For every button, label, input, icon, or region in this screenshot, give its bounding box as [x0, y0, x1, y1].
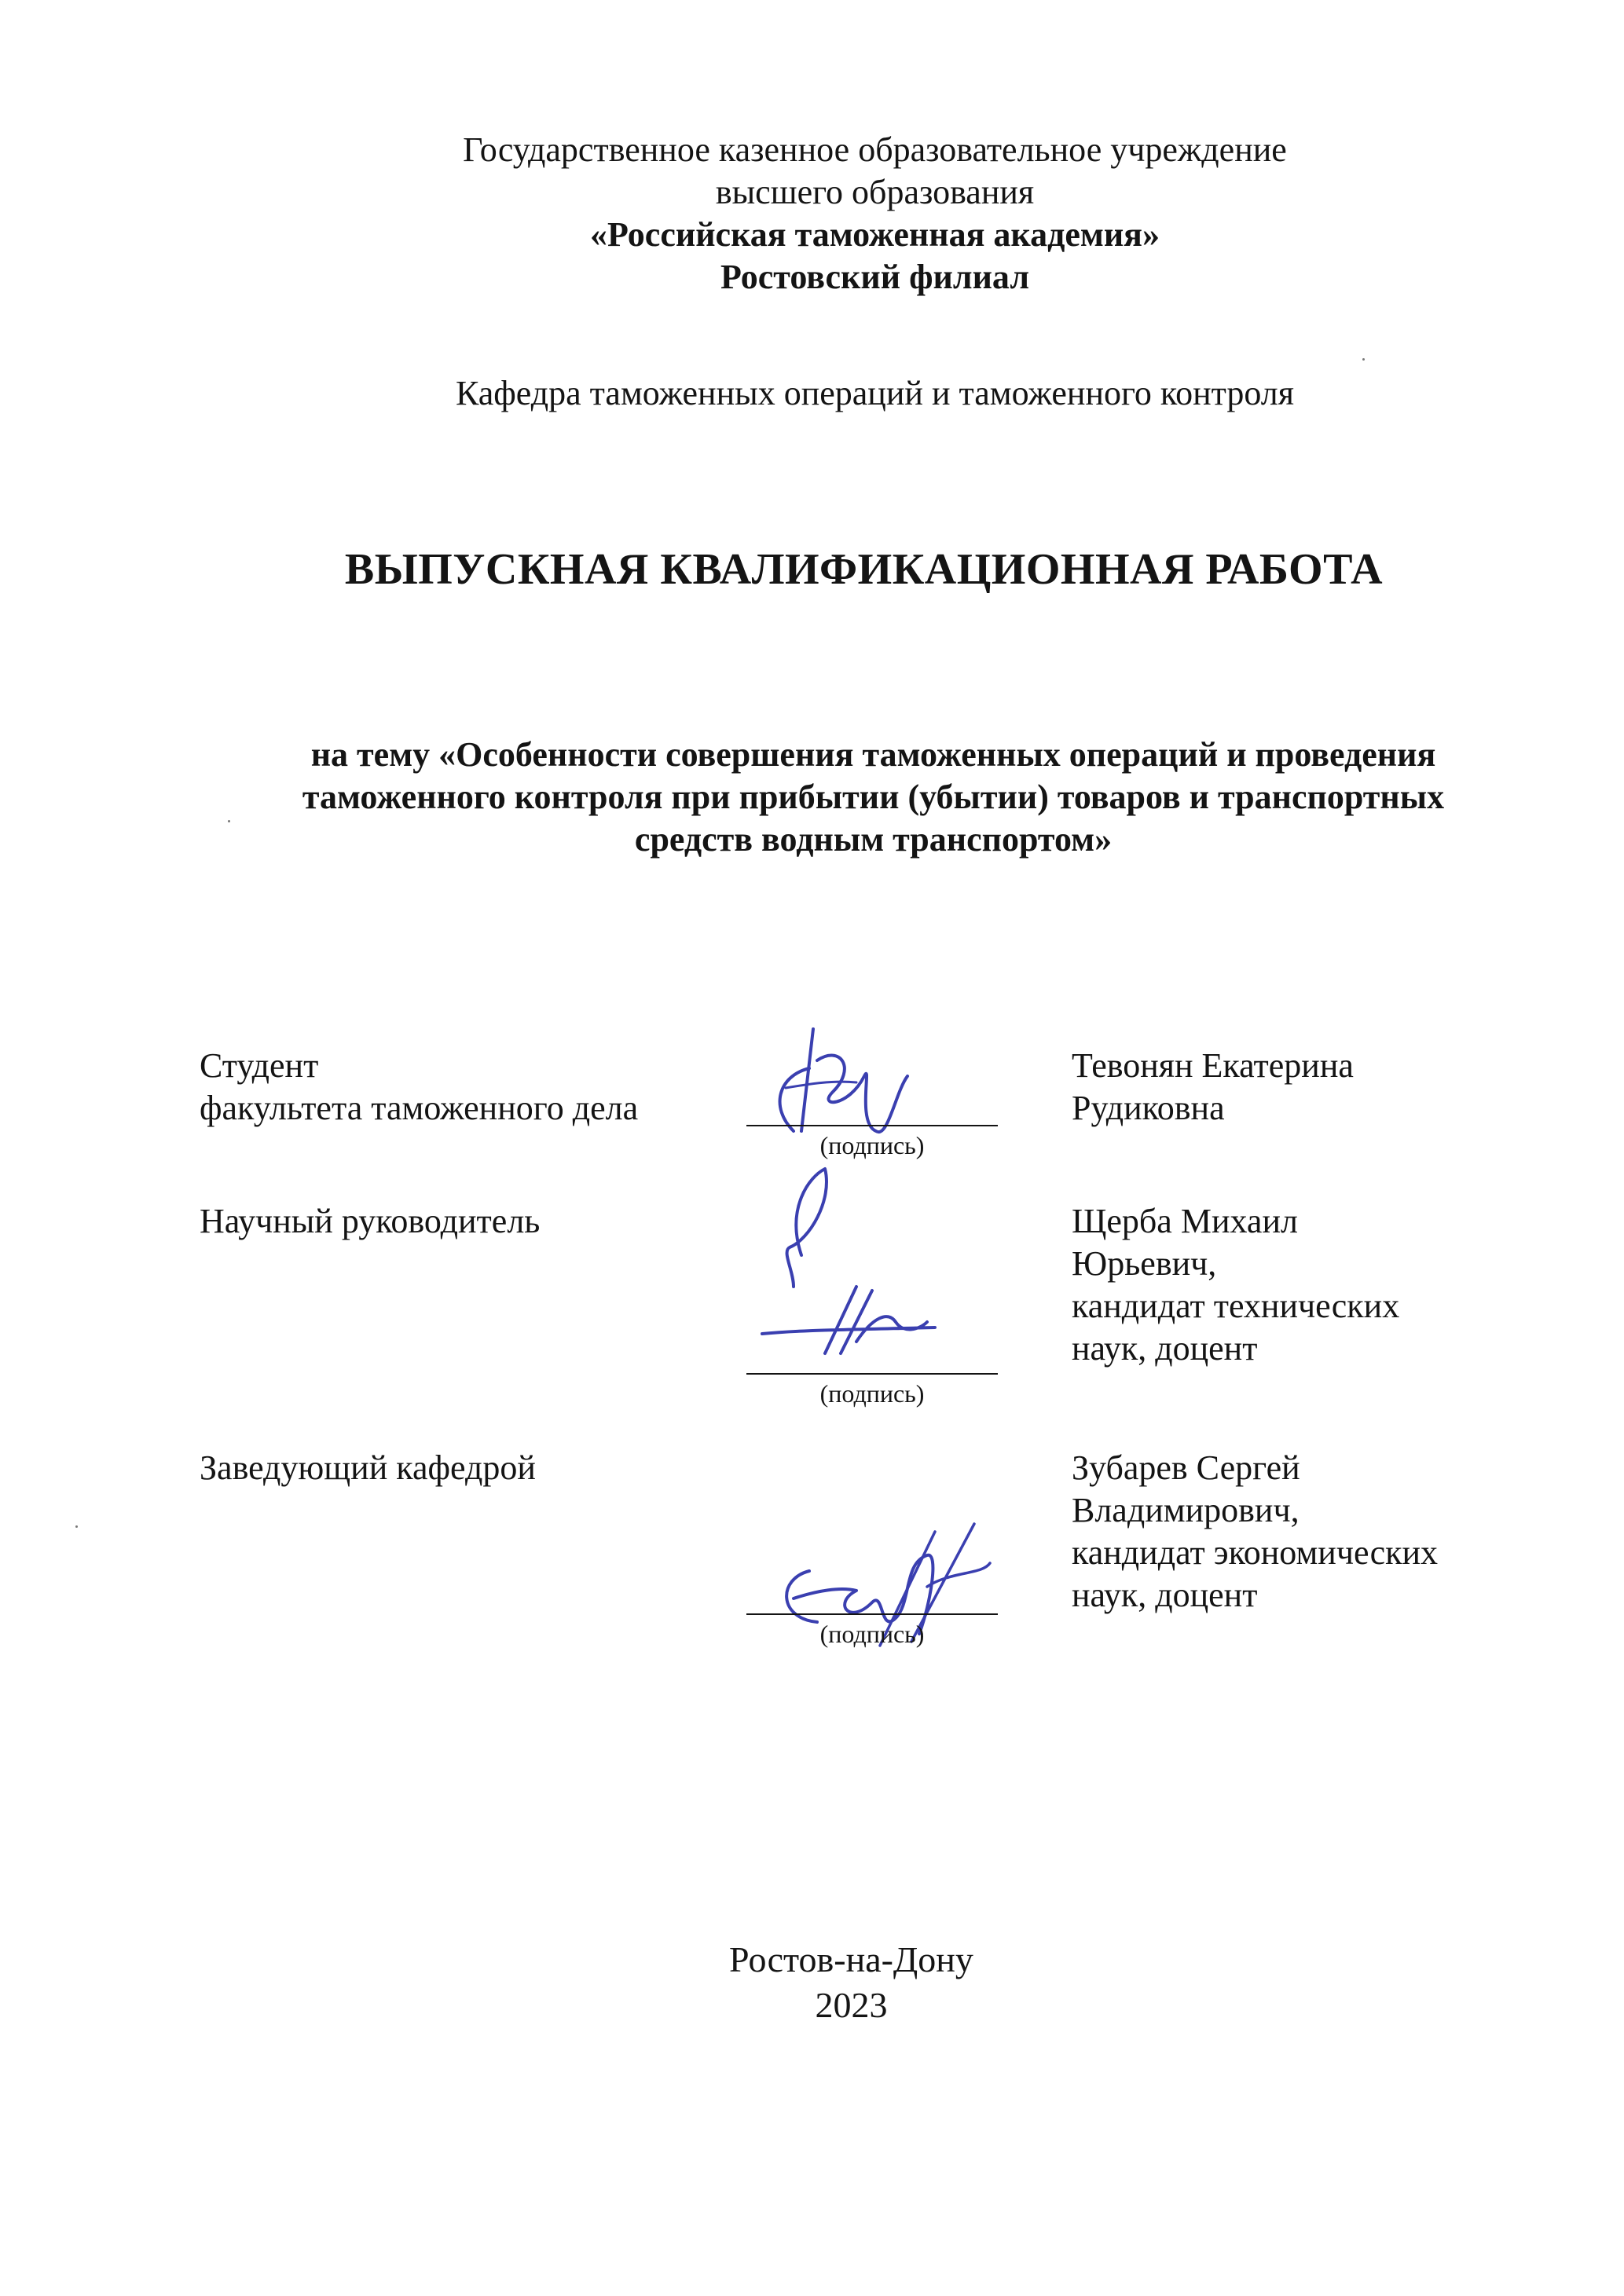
supervisor-signature-line: [746, 1373, 998, 1375]
supervisor-signature: [739, 1153, 959, 1357]
supervisor-role: [200, 1200, 540, 1243]
scan-speck: [1362, 358, 1365, 361]
supervisor-name-line-1: Щерба Михаил: [1072, 1202, 1298, 1240]
head-name-line-4: наук, доцент: [1072, 1576, 1258, 1614]
head-signature-caption: (подпись): [819, 1620, 925, 1648]
supervisor-signature-caption: (подпись): [819, 1379, 925, 1408]
institution-line-1: Государственное казенное образовательное учреждение: [463, 130, 1287, 169]
footer: [39, 1937, 1624, 2028]
head-name-line-2: Владимирович,: [1072, 1491, 1300, 1529]
department-name: Кафедра таможенных операций и таможенного контроля: [455, 374, 1295, 412]
scan-speck: [228, 820, 230, 822]
footer-city: Ростов-на-Дону: [729, 1939, 973, 1979]
footer-year: 2023: [815, 1985, 888, 2025]
head-name-line-1: Зубарев Сергей: [1072, 1448, 1300, 1487]
student-signature-line: [746, 1125, 998, 1126]
institution-header: [63, 129, 1624, 298]
student-signature: [739, 1013, 943, 1147]
head-name-line-3: кандидат экономических: [1072, 1533, 1439, 1572]
student-name-line-2: Рудиковна: [1072, 1089, 1225, 1127]
supervisor-role-line-1: Научный руководитель: [200, 1202, 541, 1240]
institution-line-2: высшего образования: [715, 173, 1035, 211]
topic-line-2: таможенного контроля при прибытии (убытии) товаров и транспортных: [302, 778, 1445, 816]
supervisor-name-line-4: наук, доцент: [1072, 1329, 1258, 1368]
student-role-line-1: Студент: [200, 1046, 319, 1085]
student-role-line-2: факультета таможенного дела: [200, 1089, 639, 1127]
head-role-line-1: Заведующий кафедрой: [200, 1448, 536, 1487]
student-name: [1072, 1045, 1354, 1130]
scan-speck: [75, 1525, 78, 1528]
supervisor-name-line-2: Юрьевич,: [1072, 1244, 1217, 1283]
academy-name: «Российская таможенная академия»: [590, 215, 1160, 254]
topic-line-1: на тему «Особенности совершения таможенных операций и проведения: [310, 735, 1436, 774]
topic-line-3: средств водным транспортом»: [634, 820, 1113, 859]
head-role: [200, 1447, 536, 1489]
document-title: ВЫПУСКНАЯ КВАЛИФИКАЦИОННАЯ РАБОТА: [344, 545, 1384, 594]
student-role: [200, 1045, 638, 1130]
branch-name: Ростовский филиал: [720, 258, 1030, 296]
head-name: [1072, 1447, 1438, 1617]
head-signature-line: [746, 1613, 998, 1615]
supervisor-name: [1072, 1200, 1399, 1370]
supervisor-name-line-3: кандидат технических: [1072, 1287, 1400, 1325]
student-name-line-1: Тевонян Екатерина: [1072, 1046, 1354, 1085]
thesis-topic: [61, 734, 1624, 861]
student-signature-caption: (подпись): [819, 1131, 925, 1159]
